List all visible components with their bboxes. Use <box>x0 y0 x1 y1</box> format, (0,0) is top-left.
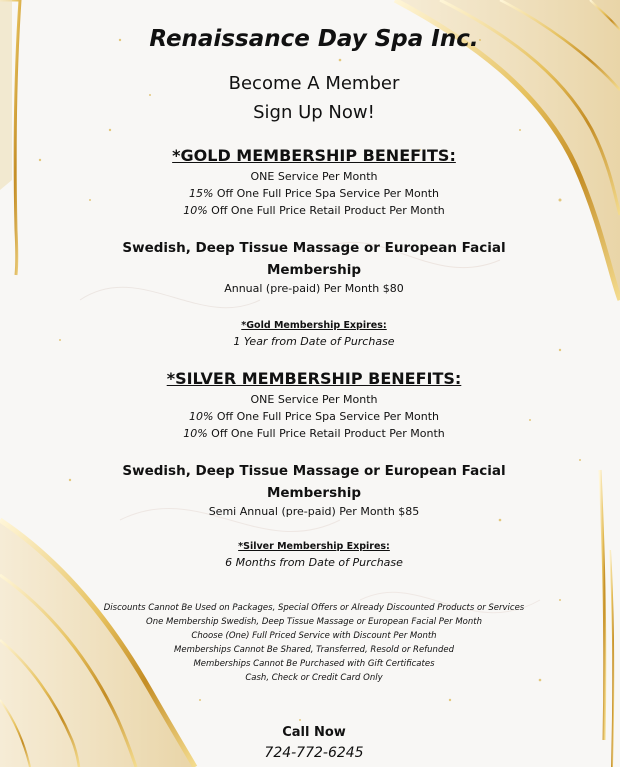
gold-retail-text: Off One Full Price Retail Product Per Month <box>207 204 445 217</box>
gold-price: Annual (pre-paid) Per Month $80 <box>224 282 404 295</box>
terms-line: Memberships Cannot Be Shared, Transferred, Resold or Refunded <box>174 645 454 655</box>
silver-price: Semi Annual (pre-paid) Per Month $85 <box>208 505 420 518</box>
intro-line-1: Become A Member <box>228 73 400 94</box>
silver-retail-discount <box>0 427 620 440</box>
silver-expires-heading: *Silver Membership Expires: <box>238 541 390 552</box>
silver-retail-text: Off One Full Price Retail Product Per Month <box>207 427 445 440</box>
terms-line: Memberships Cannot Be Purchased with Gift Certificates <box>193 659 435 669</box>
gold-plan-line-1: Swedish, Deep Tissue Massage or European Facial <box>122 240 506 256</box>
intro-line-2: Sign Up Now! <box>253 102 375 123</box>
gold-service: ONE Service Per Month <box>250 170 378 183</box>
page-title: Renaissance Day Spa Inc. <box>149 26 479 52</box>
terms-line: Choose (One) Full Priced Service with Discount Per Month <box>191 631 437 641</box>
gold-plan-line-2: Membership <box>266 262 362 278</box>
gold-retail-pct: 10% <box>183 204 208 217</box>
gold-spa-text: Off One Full Price Spa Service Per Month <box>213 187 440 200</box>
silver-spa-discount <box>0 410 620 423</box>
phone-number[interactable]: 724-772-6245 <box>264 745 364 761</box>
silver-spa-text: Off One Full Price Spa Service Per Month <box>213 410 440 423</box>
silver-expires-text: 6 Months from Date of Purchase <box>225 556 403 569</box>
silver-spa-pct: 10% <box>188 410 214 423</box>
terms-line: Discounts Cannot Be Used on Packages, Special Offers or Already Discounted Products or Services <box>103 603 525 613</box>
silver-plan-line-2: Membership <box>266 485 362 501</box>
call-now-label: Call Now <box>282 725 346 740</box>
silver-retail-pct: 10% <box>183 427 208 440</box>
terms-line: Cash, Check or Credit Card Only <box>245 673 383 683</box>
silver-heading: *SILVER MEMBERSHIP BENEFITS: <box>166 369 462 388</box>
gold-retail-discount <box>0 204 620 217</box>
gold-expires-heading: *Gold Membership Expires: <box>241 320 387 331</box>
gold-expires-text: 1 Year from Date of Purchase <box>233 335 395 348</box>
terms-line: One Membership Swedish, Deep Tissue Massage or European Facial Per Month <box>146 617 482 627</box>
gold-spa-pct: 15% <box>188 187 214 200</box>
gold-spa-discount <box>0 187 620 200</box>
silver-service: ONE Service Per Month <box>250 393 378 406</box>
silver-plan-line-1: Swedish, Deep Tissue Massage or European Facial <box>122 463 506 479</box>
gold-heading: *GOLD MEMBERSHIP BENEFITS: <box>172 146 456 165</box>
